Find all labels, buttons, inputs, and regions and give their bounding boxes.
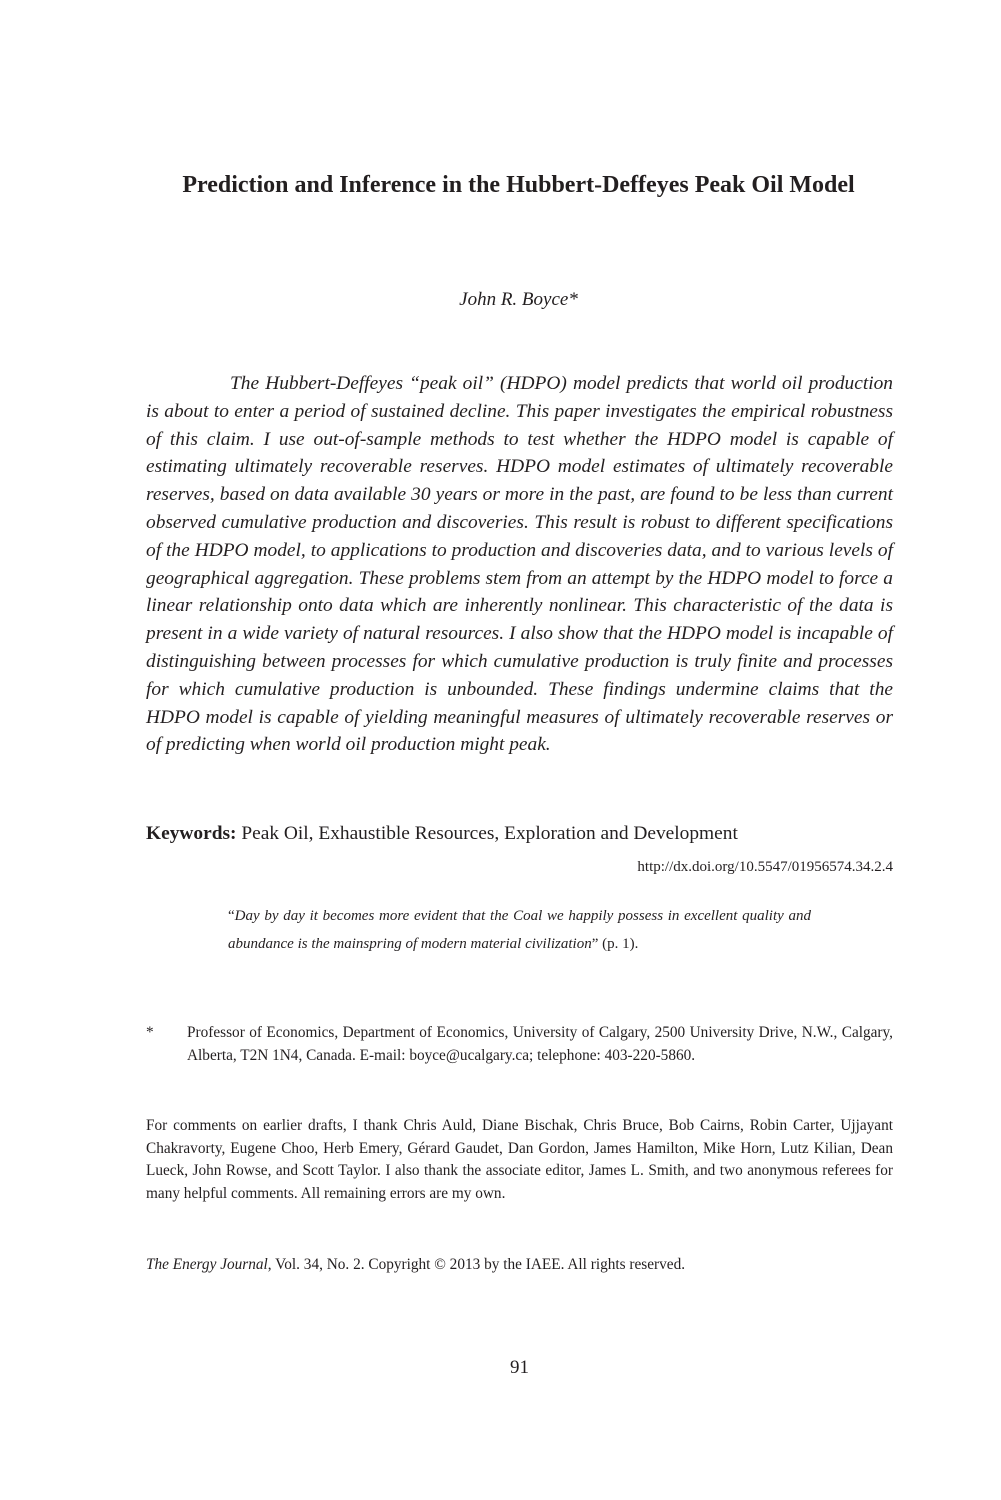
epigraph-citation: ” (p. 1). bbox=[591, 936, 639, 952]
epigraph-quote: Day by day it becomes more evident that the Coal we happily possess in excellent quality and abundance is the mainspring of modern material civilization bbox=[228, 908, 811, 952]
doi-link[interactable]: http://dx.doi.org/10.5547/01956574.34.2.4 bbox=[637, 859, 893, 875]
copyright-line bbox=[146, 1254, 893, 1276]
footnote-mark: * bbox=[146, 1024, 154, 1041]
journal-name: The Energy Journal bbox=[146, 1256, 268, 1273]
acknowledgments: For comments on earlier drafts, I thank Chris Auld, Diane Bischak, Chris Bruce, Bob Cairns, Robin Carter, Ujjayant Chakravorty, Eugene Choo, Herb Emery, Gérard Gaudet, Dan Gordon, James Hamilton, Mike Horn, Lutz Kilian, Dean Lueck, John Rowse, and Scott Taylor. I also thank the associate editor, James L. Smith, and two anonymous referees for many helpful comments. All remaining errors are my own. bbox=[146, 1117, 893, 1202]
copyright-text: , Vol. 34, No. 2. Copyright © 2013 by the IAEE. All rights reserved. bbox=[267, 1256, 686, 1273]
footnote-text: Professor of Economics, Department of Economics, University of Calgary, 2500 University Drive, N.W., Calgary, Alberta, T2N 1N4, Canada. E-mail: boyce@ucalgary.ca; telephone: 403-220-5860. bbox=[187, 1024, 893, 1064]
epigraph bbox=[228, 902, 811, 958]
author-name: John R. Boyce* bbox=[459, 289, 578, 310]
paper-title: Prediction and Inference in the Hubbert-Deffeyes Peak Oil Model bbox=[182, 172, 855, 198]
epigraph-open-quote: “ bbox=[228, 908, 235, 924]
keywords bbox=[146, 821, 893, 847]
keywords-text: Peak Oil, Exhaustible Resources, Exploration and Development bbox=[236, 823, 738, 844]
keywords-label: Keywords: bbox=[146, 823, 237, 844]
abstract: The Hubbert-Deffeyes “peak oil” (HDPO) model predicts that world oil production is about to enter a period of sustained decline. This paper investigates the empirical robustness of this claim. I use out-of-sample methods to test whether the HDPO model is capable of estimating ultimately recoverable reserves. HDPO model estimates of ultimately recoverable reserves, based on data available 30 years or more in the past, are found to be less than current observed cumulative production and discoveries. This result is robust to different specifications of the HDPO model, to applications to production and discoveries data, and to various levels of geographical aggregation. These problems stem from an attempt by the HDPO model to force a linear relationship onto data which are inherently nonlinear. This characteristic of the data is present in a wide variety of natural resources. I also show that the HDPO model is incapable of distinguishing between processes for which cumulative production is truly finite and processes for which cumulative production is unbounded. These findings undermine claims that the HDPO model is capable of yielding meaningful measures of ultimately recoverable reserves or of predicting when world oil production might peak. bbox=[146, 373, 893, 756]
author-footnote bbox=[146, 1022, 893, 1067]
page-number: 91 bbox=[510, 1357, 529, 1378]
